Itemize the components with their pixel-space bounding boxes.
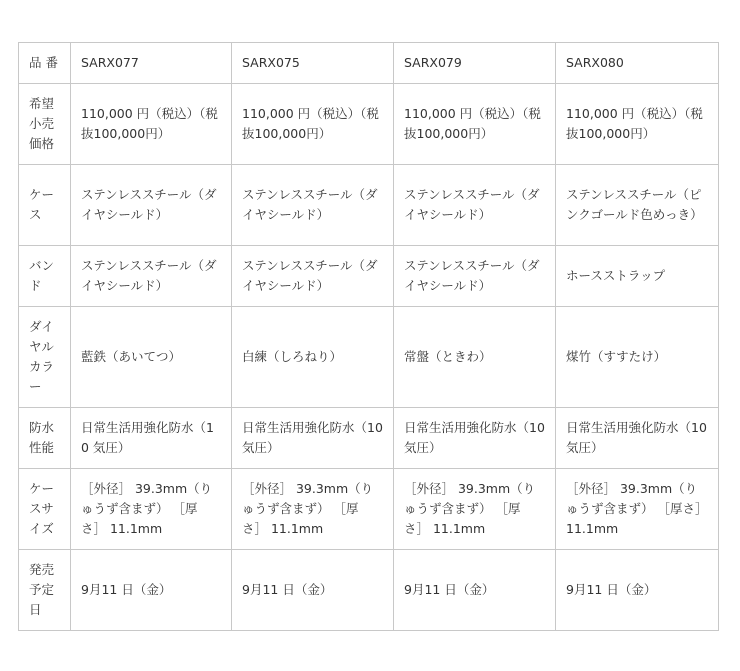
row-release-date bbox=[19, 550, 719, 631]
header-cell: ダイヤルカラー bbox=[19, 307, 71, 408]
table-cell: 110,000 円（税込）（税抜100,000円） bbox=[556, 84, 719, 165]
table-cell: 9月11 日（金） bbox=[556, 550, 719, 631]
table-cell: ステンレススチール（ピンクゴールド色めっき） bbox=[556, 165, 719, 246]
row-price bbox=[19, 84, 719, 165]
table-cell: 日常生活用強化防水（10 気圧） bbox=[232, 408, 394, 469]
row-band bbox=[19, 246, 719, 307]
header-cell: 品 番 bbox=[19, 43, 71, 84]
header-cell: バンド bbox=[19, 246, 71, 307]
table-cell: 常盤（ときわ） bbox=[394, 307, 556, 408]
table-cell: SARX077 bbox=[71, 43, 232, 84]
table-cell: ステンレススチール（ダイヤシールド） bbox=[71, 246, 232, 307]
row-case bbox=[19, 165, 719, 246]
table-cell: 110,000 円（税込）（税抜100,000円） bbox=[232, 84, 394, 165]
table-cell: 9月11 日（金） bbox=[394, 550, 556, 631]
table-cell: SARX080 bbox=[556, 43, 719, 84]
table-cell: ステンレススチール（ダイヤシールド） bbox=[232, 246, 394, 307]
spec-table bbox=[18, 42, 719, 631]
table-cell: ステンレススチール（ダイヤシールド） bbox=[394, 246, 556, 307]
table-cell: 9月11 日（金） bbox=[232, 550, 394, 631]
table-cell: SARX079 bbox=[394, 43, 556, 84]
table-cell: 日常生活用強化防水（10 気圧） bbox=[71, 408, 232, 469]
table-cell: ［外径］ 39.3mm（りゅうず含まず） ［厚さ］ 11.1mm bbox=[232, 469, 394, 550]
table-cell: ［外径］ 39.3mm（りゅうず含まず） ［厚さ］ 11.1mm bbox=[556, 469, 719, 550]
table-cell: 日常生活用強化防水（10 気圧） bbox=[394, 408, 556, 469]
header-cell: ケースサイズ bbox=[19, 469, 71, 550]
header-cell: 希望小売価格 bbox=[19, 84, 71, 165]
table-cell: ［外径］ 39.3mm（りゅうず含まず） ［厚さ］ 11.1mm bbox=[71, 469, 232, 550]
table-cell: ステンレススチール（ダイヤシールド） bbox=[71, 165, 232, 246]
table-cell: 9月11 日（金） bbox=[71, 550, 232, 631]
table-cell: ホースストラップ bbox=[556, 246, 719, 307]
header-cell: 防水性能 bbox=[19, 408, 71, 469]
row-case-size bbox=[19, 469, 719, 550]
row-product-number bbox=[19, 43, 719, 84]
table-cell: ［外径］ 39.3mm（りゅうず含まず） ［厚さ］ 11.1mm bbox=[394, 469, 556, 550]
table-cell: 110,000 円（税込）（税抜100,000円） bbox=[394, 84, 556, 165]
table-cell: SARX075 bbox=[232, 43, 394, 84]
table-cell: 白練（しろねり） bbox=[232, 307, 394, 408]
row-water-resistance bbox=[19, 408, 719, 469]
header-cell: ケース bbox=[19, 165, 71, 246]
table-cell: 110,000 円（税込）（税抜100,000円） bbox=[71, 84, 232, 165]
table-cell: ステンレススチール（ダイヤシールド） bbox=[232, 165, 394, 246]
table-cell: 煤竹（すすたけ） bbox=[556, 307, 719, 408]
header-cell: 発売予定日 bbox=[19, 550, 71, 631]
table-cell: ステンレススチール（ダイヤシールド） bbox=[394, 165, 556, 246]
row-dial-color bbox=[19, 307, 719, 408]
table-cell: 日常生活用強化防水（10 気圧） bbox=[556, 408, 719, 469]
table-cell: 藍鉄（あいてつ） bbox=[71, 307, 232, 408]
